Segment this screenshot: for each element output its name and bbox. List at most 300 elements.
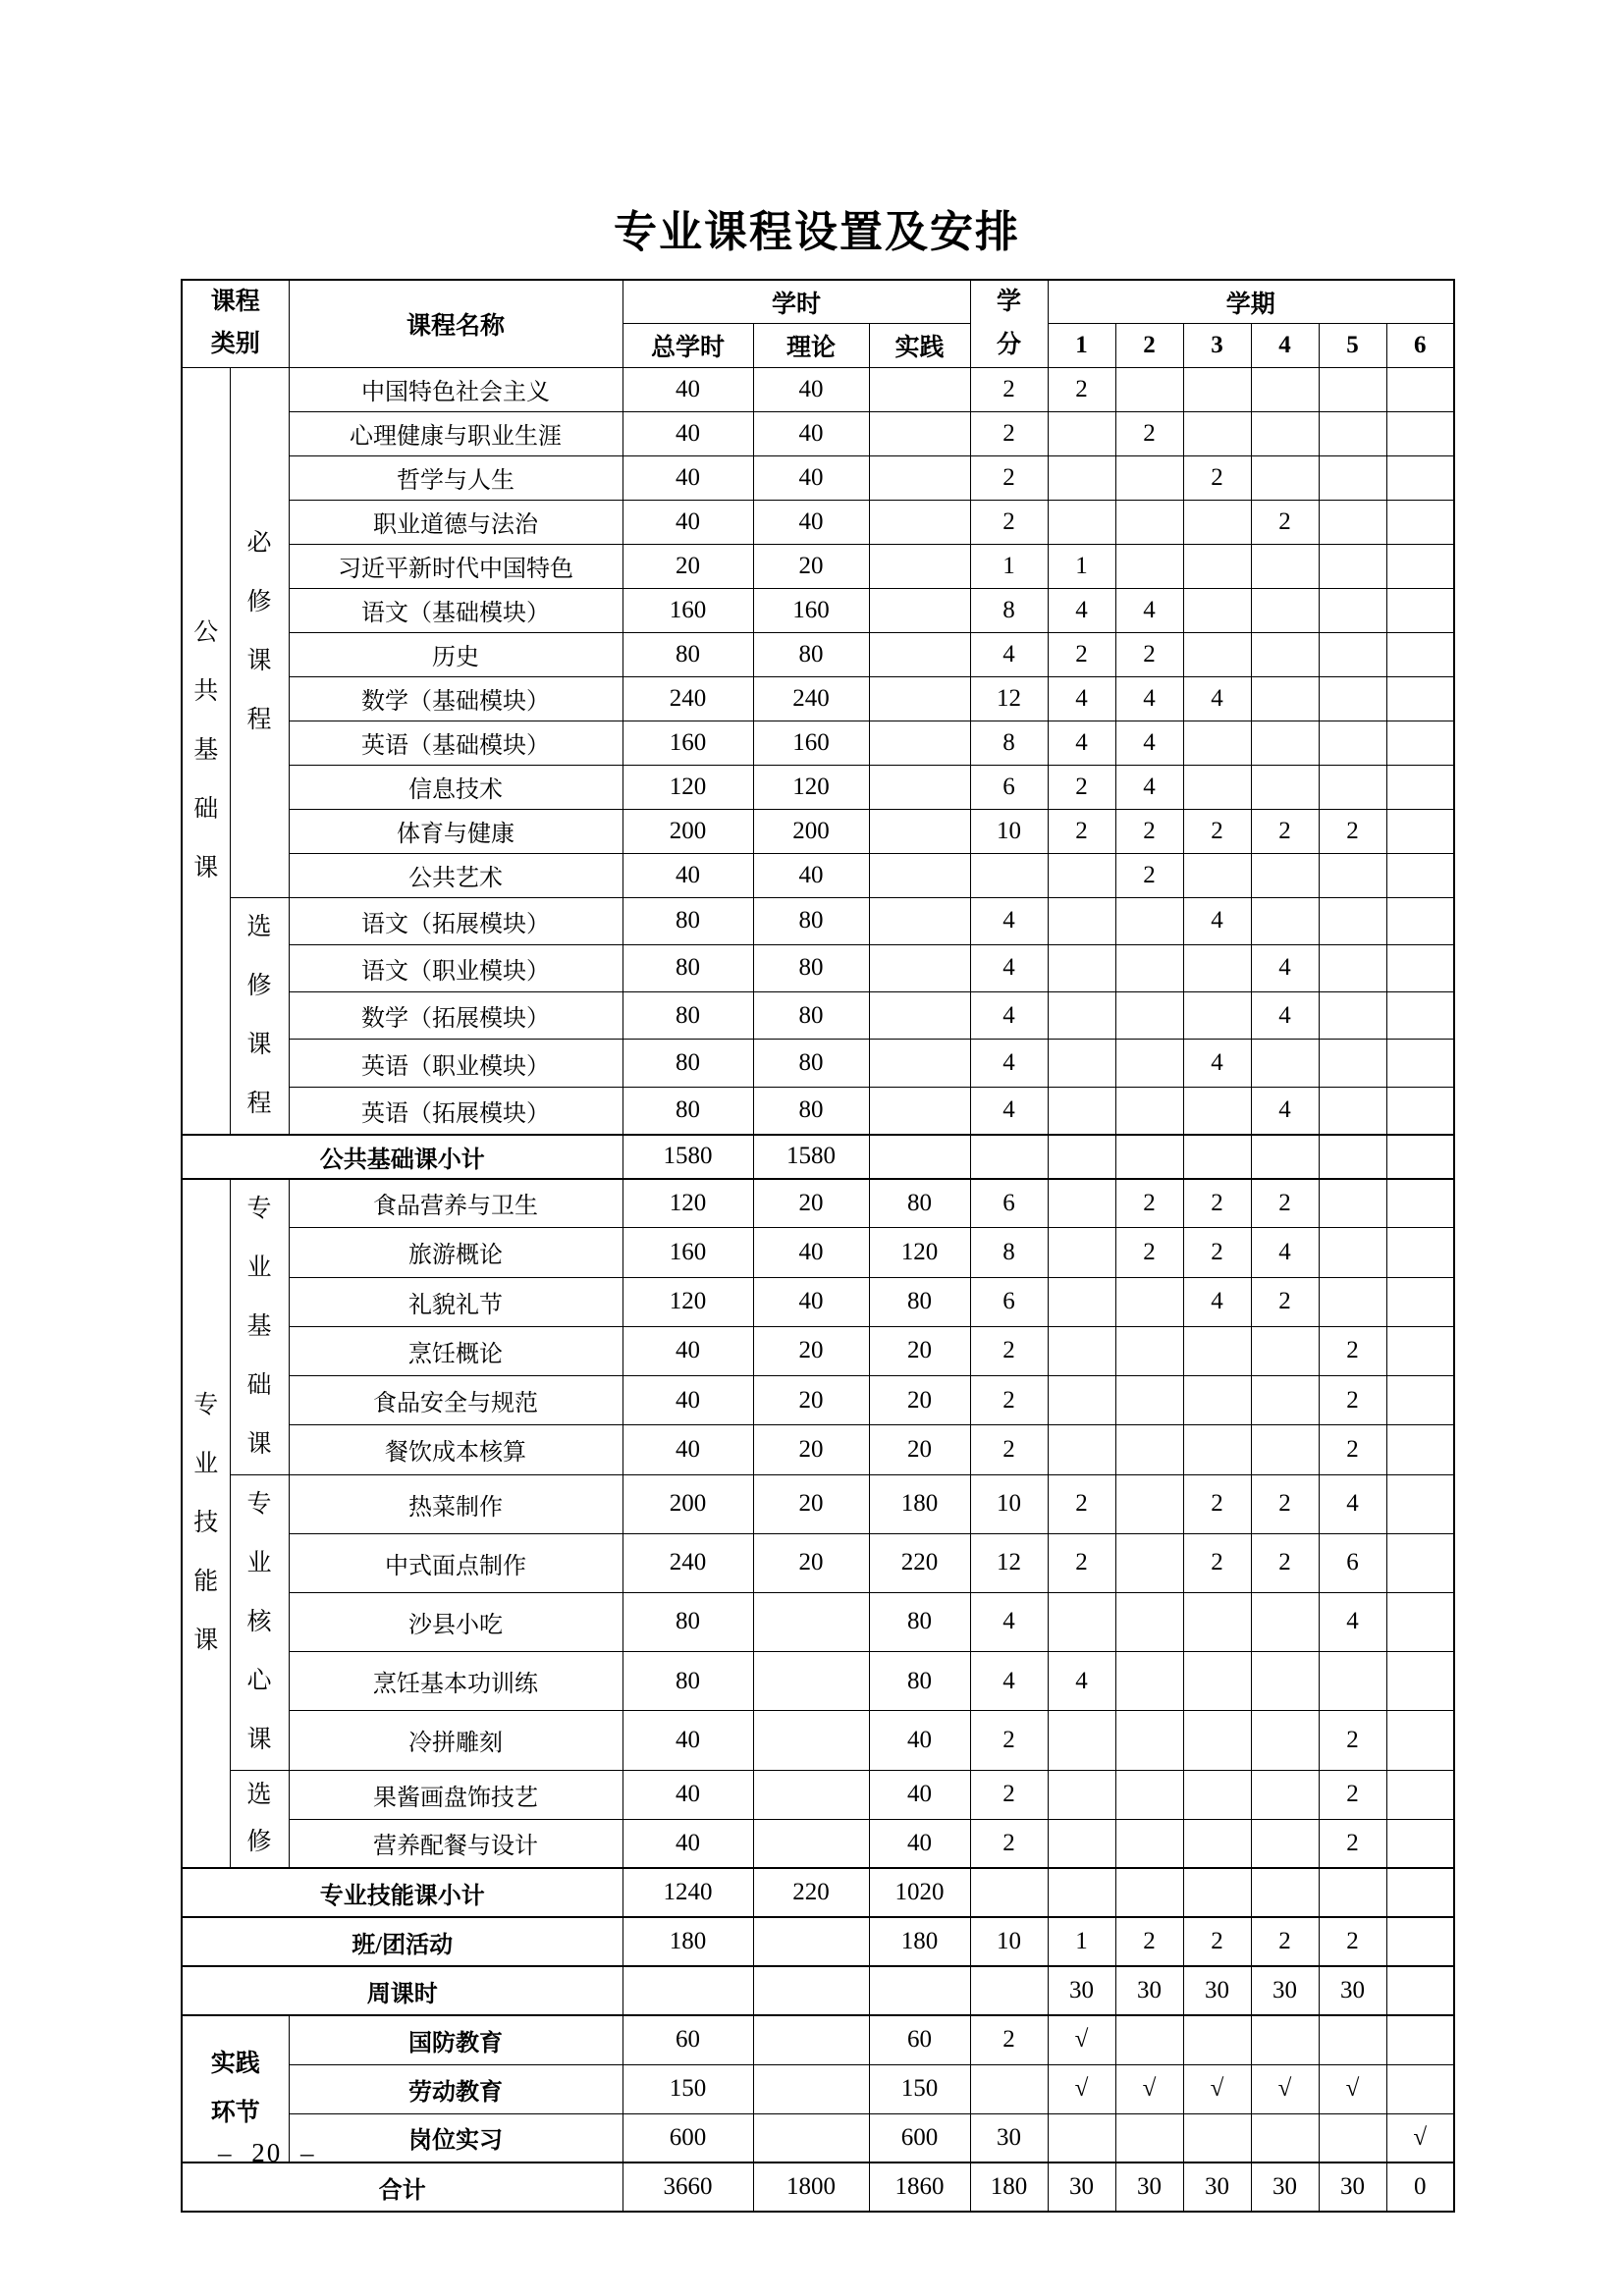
course-name-cell: 营养配餐与设计 <box>289 1819 623 1868</box>
semester-3-cell <box>1183 1711 1251 1770</box>
theory-hours-cell: 40 <box>753 500 869 544</box>
semester-1-cell <box>1048 992 1115 1040</box>
semester-3-cell <box>1183 1592 1251 1651</box>
course-name-cell: 烹饪概论 <box>289 1326 623 1375</box>
semester-5-cell <box>1319 544 1386 588</box>
credit-cell: 2 <box>970 1819 1048 1868</box>
credit-cell: 2 <box>970 455 1048 500</box>
semester-3-cell <box>1183 2113 1251 2163</box>
semester-5-cell: 2 <box>1319 1917 1386 1966</box>
practice-hours-cell <box>869 721 970 765</box>
practice-hours-cell <box>869 676 970 721</box>
semester-4-cell: 2 <box>1251 1533 1319 1592</box>
credit-cell: 180 <box>970 2163 1048 2212</box>
course-name-cell: 国防教育 <box>289 2015 623 2064</box>
semester-3-cell <box>1183 721 1251 765</box>
semester-4-cell <box>1251 1819 1319 1868</box>
course-name-cell: 英语（拓展模块） <box>289 1087 623 1134</box>
semester-5-cell <box>1319 897 1386 944</box>
semester-1-cell: 4 <box>1048 588 1115 632</box>
semester-5-cell <box>1319 1087 1386 1134</box>
semester-1-cell <box>1048 1277 1115 1326</box>
semester-1-cell <box>1048 1592 1115 1651</box>
semester-5-cell <box>1319 853 1386 897</box>
semester-5-cell <box>1319 1277 1386 1326</box>
semester-6-cell <box>1386 1040 1454 1087</box>
semester-3-cell <box>1183 944 1251 991</box>
semester-3-cell <box>1183 1087 1251 1134</box>
semester-5-cell <box>1319 1868 1386 1917</box>
semester-5-cell: 2 <box>1319 1711 1386 1770</box>
header-row-1 <box>182 280 1454 324</box>
semester-2-cell: 2 <box>1115 1179 1183 1228</box>
category-cell <box>230 367 289 897</box>
semester-3-cell: 2 <box>1183 1228 1251 1277</box>
table-row <box>182 1966 1454 2015</box>
table-row <box>182 1087 1454 1134</box>
course-name-cell: 中式面点制作 <box>289 1533 623 1592</box>
semester-3-cell <box>1183 632 1251 676</box>
page-title: 专业课程设置及安排 <box>614 208 1020 256</box>
header-practice: 实践 <box>869 324 970 368</box>
semester-4-cell: 2 <box>1251 1277 1319 1326</box>
credit-cell <box>970 1966 1048 2015</box>
practice-hours-cell: 40 <box>869 1711 970 1770</box>
semester-4-cell <box>1251 676 1319 721</box>
semester-4-cell <box>1251 588 1319 632</box>
header-hours-group: 学时 <box>623 280 970 324</box>
semester-6-cell <box>1386 1474 1454 1533</box>
semester-2-cell <box>1115 1326 1183 1375</box>
table-row <box>182 1917 1454 1966</box>
practice-hours-cell <box>869 1966 970 2015</box>
semester-2-cell <box>1115 1711 1183 1770</box>
total-hours-cell: 40 <box>623 1711 753 1770</box>
credit-cell: 2 <box>970 367 1048 411</box>
total-hours-cell: 80 <box>623 632 753 676</box>
theory-hours-cell: 20 <box>753 1179 869 1228</box>
semester-2-cell: 4 <box>1115 721 1183 765</box>
table-row <box>182 1277 1454 1326</box>
table-row <box>182 1326 1454 1375</box>
semester-3-cell <box>1183 2015 1251 2064</box>
semester-2-cell: 2 <box>1115 853 1183 897</box>
theory-hours-cell <box>753 2113 869 2163</box>
semester-3-cell <box>1183 853 1251 897</box>
header-course-name: 课程名称 <box>289 280 623 367</box>
semester-2-cell <box>1115 500 1183 544</box>
credit-cell: 12 <box>970 1533 1048 1592</box>
semester-1-cell <box>1048 897 1115 944</box>
semester-2-cell <box>1115 367 1183 411</box>
credit-cell: 12 <box>970 676 1048 721</box>
course-name-cell: 习近平新时代中国特色 <box>289 544 623 588</box>
semester-4-cell <box>1251 1770 1319 1819</box>
total-hours-cell: 200 <box>623 1474 753 1533</box>
semester-1-cell: 4 <box>1048 721 1115 765</box>
total-hours-cell <box>623 1966 753 2015</box>
total-hours-cell: 1580 <box>623 1135 753 1179</box>
semester-3-cell <box>1183 765 1251 809</box>
theory-hours-cell: 40 <box>753 411 869 455</box>
course-name-cell: 食品营养与卫生 <box>289 1179 623 1228</box>
semester-5-cell <box>1319 721 1386 765</box>
semester-2-cell <box>1115 1425 1183 1474</box>
credit-cell: 6 <box>970 1277 1048 1326</box>
total-hours-cell: 40 <box>623 500 753 544</box>
practice-hours-cell <box>869 544 970 588</box>
course-name-cell: 职业道德与法治 <box>289 500 623 544</box>
semester-2-cell <box>1115 1087 1183 1134</box>
semester-1-cell <box>1048 1770 1115 1819</box>
theory-hours-cell: 1580 <box>753 1135 869 1179</box>
semester-4-cell <box>1251 632 1319 676</box>
theory-hours-cell: 20 <box>753 1474 869 1533</box>
table-row <box>182 544 1454 588</box>
header-credits-label: 学分 <box>997 289 1022 358</box>
semester-4-cell <box>1251 544 1319 588</box>
theory-hours-cell: 120 <box>753 765 869 809</box>
table-row <box>182 2015 1454 2064</box>
semester-2-cell <box>1115 1652 1183 1711</box>
table-row <box>182 1819 1454 1868</box>
semester-5-cell <box>1319 2015 1386 2064</box>
semester-5-cell <box>1319 1040 1386 1087</box>
semester-1-cell: 4 <box>1048 676 1115 721</box>
semester-3-cell <box>1183 1819 1251 1868</box>
semester-4-cell <box>1251 2015 1319 2064</box>
total-hours-cell: 80 <box>623 944 753 991</box>
semester-1-cell: 2 <box>1048 765 1115 809</box>
semester-6-cell <box>1386 1425 1454 1474</box>
theory-hours-cell: 40 <box>753 367 869 411</box>
semester-2-cell: 2 <box>1115 809 1183 853</box>
semester-1-cell <box>1048 1376 1115 1425</box>
theory-hours-cell: 220 <box>753 1868 869 1917</box>
semester-1-cell <box>1048 455 1115 500</box>
credit-cell <box>970 1868 1048 1917</box>
category-label: 选修 <box>246 1781 272 1855</box>
practice-hours-cell <box>869 411 970 455</box>
credit-cell: 8 <box>970 588 1048 632</box>
credit-cell: 10 <box>970 1474 1048 1533</box>
theory-hours-cell: 80 <box>753 1040 869 1087</box>
semester-4-cell <box>1251 411 1319 455</box>
semester-1-cell <box>1048 1711 1115 1770</box>
practice-hours-cell <box>869 853 970 897</box>
practice-hours-cell <box>869 809 970 853</box>
theory-hours-cell: 80 <box>753 632 869 676</box>
semester-5-cell <box>1319 765 1386 809</box>
semester-2-cell: 4 <box>1115 765 1183 809</box>
semester-3-cell: 2 <box>1183 1474 1251 1533</box>
semester-4-cell <box>1251 1592 1319 1651</box>
theory-hours-cell: 240 <box>753 676 869 721</box>
practice-hours-cell <box>869 1087 970 1134</box>
total-hours-cell: 120 <box>623 1277 753 1326</box>
semester-3-cell: 2 <box>1183 1179 1251 1228</box>
table-row <box>182 411 1454 455</box>
credit-cell <box>970 853 1048 897</box>
practice-hours-cell <box>869 897 970 944</box>
course-name-cell: 英语（职业模块） <box>289 1040 623 1087</box>
semester-6-cell <box>1386 1376 1454 1425</box>
table-row <box>182 853 1454 897</box>
category-label: 公共基础课 <box>193 618 219 881</box>
theory-hours-cell <box>753 2064 869 2113</box>
category-cell <box>230 1474 289 1770</box>
course-name-cell: 餐饮成本核算 <box>289 1425 623 1474</box>
course-name-cell: 历史 <box>289 632 623 676</box>
table-row <box>182 2163 1454 2212</box>
total-hours-cell: 3660 <box>623 2163 753 2212</box>
practice-hours-cell: 80 <box>869 1592 970 1651</box>
semester-4-cell: 30 <box>1251 1966 1319 2015</box>
semester-4-cell: 2 <box>1251 1179 1319 1228</box>
course-name-cell: 旅游概论 <box>289 1228 623 1277</box>
semester-4-cell: 30 <box>1251 2163 1319 2212</box>
semester-5-cell <box>1319 588 1386 632</box>
credit-cell: 2 <box>970 411 1048 455</box>
credit-cell: 4 <box>970 897 1048 944</box>
semester-3-cell <box>1183 1770 1251 1819</box>
total-hours-cell: 1240 <box>623 1868 753 1917</box>
theory-hours-cell: 80 <box>753 1087 869 1134</box>
credit-cell: 2 <box>970 1711 1048 1770</box>
semester-3-cell <box>1183 1868 1251 1917</box>
semester-3-cell: 4 <box>1183 676 1251 721</box>
semester-4-cell: √ <box>1251 2064 1319 2113</box>
semester-5-cell <box>1319 411 1386 455</box>
semester-3-cell: 2 <box>1183 809 1251 853</box>
course-name-cell: 烹饪基本功训练 <box>289 1652 623 1711</box>
semester-4-cell: 2 <box>1251 1474 1319 1533</box>
credit-cell: 2 <box>970 2015 1048 2064</box>
credit-cell: 4 <box>970 944 1048 991</box>
semester-6-cell <box>1386 455 1454 500</box>
semester-6-cell <box>1386 1966 1454 2015</box>
theory-hours-cell: 40 <box>753 455 869 500</box>
course-name-cell: 沙县小吃 <box>289 1592 623 1651</box>
semester-2-cell <box>1115 1040 1183 1087</box>
theory-hours-cell: 40 <box>753 1277 869 1326</box>
practice-hours-cell: 20 <box>869 1376 970 1425</box>
semester-2-cell <box>1115 897 1183 944</box>
semester-2-cell: 2 <box>1115 1228 1183 1277</box>
category-label: 专业基础课 <box>246 1195 272 1458</box>
course-name-cell: 合计 <box>182 2163 623 2212</box>
semester-6-cell <box>1386 1135 1454 1179</box>
category-cell <box>182 1179 230 1869</box>
credit-cell: 10 <box>970 1917 1048 1966</box>
credit-cell: 1 <box>970 544 1048 588</box>
practice-hours-cell <box>869 992 970 1040</box>
table-row <box>182 1474 1454 1533</box>
practice-hours-cell: 180 <box>869 1917 970 1966</box>
credit-cell: 2 <box>970 1770 1048 1819</box>
theory-hours-cell: 160 <box>753 721 869 765</box>
semester-5-cell: 30 <box>1319 2163 1386 2212</box>
course-name-cell: 数学（拓展模块） <box>289 992 623 1040</box>
credit-cell: 2 <box>970 500 1048 544</box>
credit-cell <box>970 1135 1048 1179</box>
course-name-cell: 公共基础课小计 <box>182 1135 623 1179</box>
semester-1-cell: 2 <box>1048 1474 1115 1533</box>
theory-hours-cell: 80 <box>753 992 869 1040</box>
semester-5-cell <box>1319 1179 1386 1228</box>
total-hours-cell: 80 <box>623 992 753 1040</box>
table-row <box>182 765 1454 809</box>
semester-4-cell <box>1251 1040 1319 1087</box>
table-header <box>182 280 1454 367</box>
category-label: 选修课程 <box>246 913 272 1117</box>
total-hours-cell: 120 <box>623 1179 753 1228</box>
semester-2-cell <box>1115 1770 1183 1819</box>
credit-cell: 4 <box>970 992 1048 1040</box>
table-row <box>182 944 1454 991</box>
course-name-cell: 中国特色社会主义 <box>289 367 623 411</box>
semester-1-cell <box>1048 1425 1115 1474</box>
theory-hours-cell: 80 <box>753 944 869 991</box>
category-label: 必修课程 <box>246 530 272 733</box>
semester-3-cell <box>1183 992 1251 1040</box>
semester-6-cell <box>1386 411 1454 455</box>
semester-3-cell: 2 <box>1183 1917 1251 1966</box>
semester-4-cell <box>1251 1425 1319 1474</box>
theory-hours-cell: 200 <box>753 809 869 853</box>
semester-6-cell <box>1386 1326 1454 1375</box>
course-name-cell: 信息技术 <box>289 765 623 809</box>
course-name-cell: 周课时 <box>182 1966 623 2015</box>
course-name-cell: 劳动教育 <box>289 2064 623 2113</box>
semester-2-cell <box>1115 1592 1183 1651</box>
total-hours-cell: 80 <box>623 897 753 944</box>
total-hours-cell: 40 <box>623 367 753 411</box>
theory-hours-cell: 20 <box>753 1425 869 1474</box>
total-hours-cell: 160 <box>623 1228 753 1277</box>
theory-hours-cell: 1800 <box>753 2163 869 2212</box>
credit-cell: 2 <box>970 1326 1048 1375</box>
category-label: 专业技能课 <box>193 1391 219 1654</box>
course-name-cell: 礼貌礼节 <box>289 1277 623 1326</box>
semester-5-cell: 2 <box>1319 1425 1386 1474</box>
semester-3-cell <box>1183 1326 1251 1375</box>
semester-2-cell <box>1115 1533 1183 1592</box>
header-semester-5: 5 <box>1319 324 1386 368</box>
semester-3-cell: 4 <box>1183 1040 1251 1087</box>
semester-2-cell <box>1115 2015 1183 2064</box>
theory-hours-cell: 20 <box>753 544 869 588</box>
practice-hours-cell: 20 <box>869 1425 970 1474</box>
category-label: 实践环节 <box>210 2051 260 2126</box>
semester-6-cell <box>1386 1533 1454 1592</box>
semester-2-cell <box>1115 544 1183 588</box>
table-row <box>182 1228 1454 1277</box>
semester-4-cell: 4 <box>1251 1087 1319 1134</box>
semester-4-cell: 4 <box>1251 944 1319 991</box>
course-name-cell: 专业技能课小计 <box>182 1868 623 1917</box>
semester-2-cell <box>1115 1135 1183 1179</box>
semester-5-cell: 2 <box>1319 809 1386 853</box>
practice-hours-cell <box>869 1040 970 1087</box>
semester-6-cell <box>1386 1917 1454 1966</box>
course-name-cell: 语文（职业模块） <box>289 944 623 991</box>
semester-1-cell: 1 <box>1048 1917 1115 1966</box>
total-hours-cell: 80 <box>623 1040 753 1087</box>
semester-3-cell: 2 <box>1183 455 1251 500</box>
semester-1-cell: 2 <box>1048 367 1115 411</box>
header-total-hours: 总学时 <box>623 324 753 368</box>
semester-3-cell: 30 <box>1183 2163 1251 2212</box>
semester-2-cell <box>1115 1868 1183 1917</box>
semester-1-cell: 2 <box>1048 809 1115 853</box>
practice-hours-cell: 1860 <box>869 2163 970 2212</box>
course-name-cell: 食品安全与规范 <box>289 1376 623 1425</box>
semester-2-cell: 2 <box>1115 411 1183 455</box>
semester-5-cell <box>1319 992 1386 1040</box>
semester-1-cell <box>1048 1228 1115 1277</box>
semester-5-cell <box>1319 1652 1386 1711</box>
semester-1-cell: 4 <box>1048 1652 1115 1711</box>
semester-1-cell <box>1048 1868 1115 1917</box>
semester-6-cell <box>1386 1868 1454 1917</box>
practice-hours-cell <box>869 455 970 500</box>
semester-4-cell <box>1251 1711 1319 1770</box>
table-row <box>182 676 1454 721</box>
semester-5-cell <box>1319 632 1386 676</box>
semester-1-cell <box>1048 2113 1115 2163</box>
semester-4-cell <box>1251 367 1319 411</box>
semester-4-cell: 4 <box>1251 992 1319 1040</box>
category-cell <box>230 897 289 1135</box>
credit-cell: 4 <box>970 632 1048 676</box>
practice-hours-cell <box>869 588 970 632</box>
practice-hours-cell: 20 <box>869 1326 970 1375</box>
semester-3-cell <box>1183 1135 1251 1179</box>
theory-hours-cell: 80 <box>753 897 869 944</box>
semester-5-cell: 30 <box>1319 1966 1386 2015</box>
semester-2-cell <box>1115 1376 1183 1425</box>
page-number: – 20 – <box>218 2138 316 2167</box>
theory-hours-cell <box>753 1711 869 1770</box>
semester-4-cell <box>1251 765 1319 809</box>
credit-cell: 6 <box>970 1179 1048 1228</box>
total-hours-cell: 40 <box>623 411 753 455</box>
credit-cell: 2 <box>970 1376 1048 1425</box>
semester-1-cell: 30 <box>1048 1966 1115 2015</box>
semester-2-cell <box>1115 1474 1183 1533</box>
total-hours-cell: 40 <box>623 1770 753 1819</box>
total-hours-cell: 80 <box>623 1087 753 1134</box>
semester-4-cell <box>1251 455 1319 500</box>
practice-hours-cell: 80 <box>869 1179 970 1228</box>
total-hours-cell: 20 <box>623 544 753 588</box>
semester-2-cell <box>1115 1819 1183 1868</box>
semester-4-cell <box>1251 1326 1319 1375</box>
total-hours-cell: 160 <box>623 588 753 632</box>
semester-1-cell <box>1048 1326 1115 1375</box>
semester-5-cell <box>1319 1135 1386 1179</box>
table-row <box>182 1040 1454 1087</box>
header-semester-3: 3 <box>1183 324 1251 368</box>
curriculum-table <box>181 279 1455 2213</box>
semester-5-cell <box>1319 455 1386 500</box>
practice-hours-cell <box>869 1135 970 1179</box>
practice-hours-cell: 120 <box>869 1228 970 1277</box>
semester-3-cell <box>1183 500 1251 544</box>
course-name-cell: 公共艺术 <box>289 853 623 897</box>
semester-5-cell <box>1319 2113 1386 2163</box>
